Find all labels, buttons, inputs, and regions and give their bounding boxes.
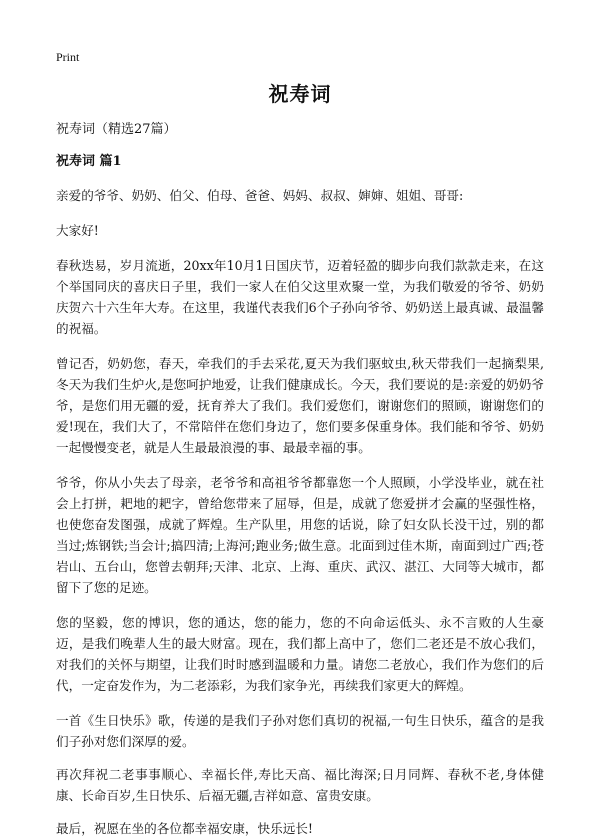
paragraph-blessings: 再次拜祝二老事事顺心、幸福长伴,寿比天高、福比海深;日月同辉、春秋不老,身体健康、长命百岁,生日快乐、后福无疆,吉祥如意、富贵安康。 <box>56 767 544 803</box>
paragraph-opening: 春秋迭易，岁月流逝，20xx年10月1日国庆节，迈着轻盈的脚步向我们款款走来，在这个举国同庆的喜庆日子里，我们一家人在伯父这里欢聚一堂，为我们敬爱的爷爷、奶奶庆贺六十六生年大寿。在这里，我谨代表我们6个子孙向爷爷、奶奶送上最真诚、最温馨的祝福。 <box>56 258 544 336</box>
document-title: 祝寿词 <box>268 82 332 106</box>
document-subtitle: 祝寿词（精选27篇） <box>56 122 177 137</box>
paragraph-greeting-recipients: 亲爱的爷爷、奶奶、伯父、伯母、爸爸、妈妈、叔叔、婶婶、姐姐、哥哥: <box>56 188 464 203</box>
section-heading: 祝寿词 篇1 <box>56 154 122 169</box>
paragraph-birthday-song: 一首《生日快乐》歌，传递的是我们子孙对您们真切的祝福,一句生日快乐，蕴含的是我们子孙对您们深厚的爱。 <box>56 713 544 749</box>
paragraph-grandpa-story: 爷爷，你从小失去了母亲，老爷爷和高祖爷爷都靠您一个人照顾，小学没毕业，就在社会上打拼，耙地的耙字，曾给您带来了屈辱，但是，成就了您爱拼才会赢的坚强性格，也使您奋发图强，成就了辉煌。生产队里，用您的话说，除了妇女队长没干过，别的都当过;炼钢铁;当会计;搞四清;上海河;跑业务;做生意。北面到过佳木斯，南面到过广西;苍岩山、五台山，您曾去朝拜;天津、北京、上海、重庆、武汉、湛江、大同等大城市，都留下了您的足迹。 <box>56 475 544 595</box>
paragraph-memories-grandma: 曾记否，奶奶您，春天，牵我们的手去采花,夏天为我们驱蚊虫,秋天带我们一起摘梨果,冬天为我们生炉火,是您呵护地爱，让我们健康成长。今天，我们要说的是:亲爱的奶奶爷爷，是您们用无疆的爱，抚育养大了我们。我们爱您们，谢谢您们的照顾，谢谢您们的爱!现在，我们大了，不常陪伴在您们身边了，您们要多保重身体。我们能和爷爷、奶奶一起慢慢变老，就是人生最最浪漫的事、最最幸福的事。 <box>56 356 544 455</box>
print-link[interactable]: Print <box>56 50 80 64</box>
paragraph-admiration: 您的坚毅，您的博识，您的通达，您的能力，您的不向命运低头、永不言败的人生豪迈，是我们晚辈人生的最大财富。现在，我们都上高中了，您们二老还是不放心我们，对我们的关怀与期望，让我们时时感到温暖和力量。请您二老放心，我们作为您们的后代，一定奋发作为，为二老添彩，为我们家争光，再续我们家更大的辉煌。 <box>56 615 544 693</box>
paragraph-hello: 大家好! <box>56 223 99 238</box>
paragraph-closing: 最后，祝愿在坐的各位都幸福安康，快乐远长! <box>56 821 313 836</box>
